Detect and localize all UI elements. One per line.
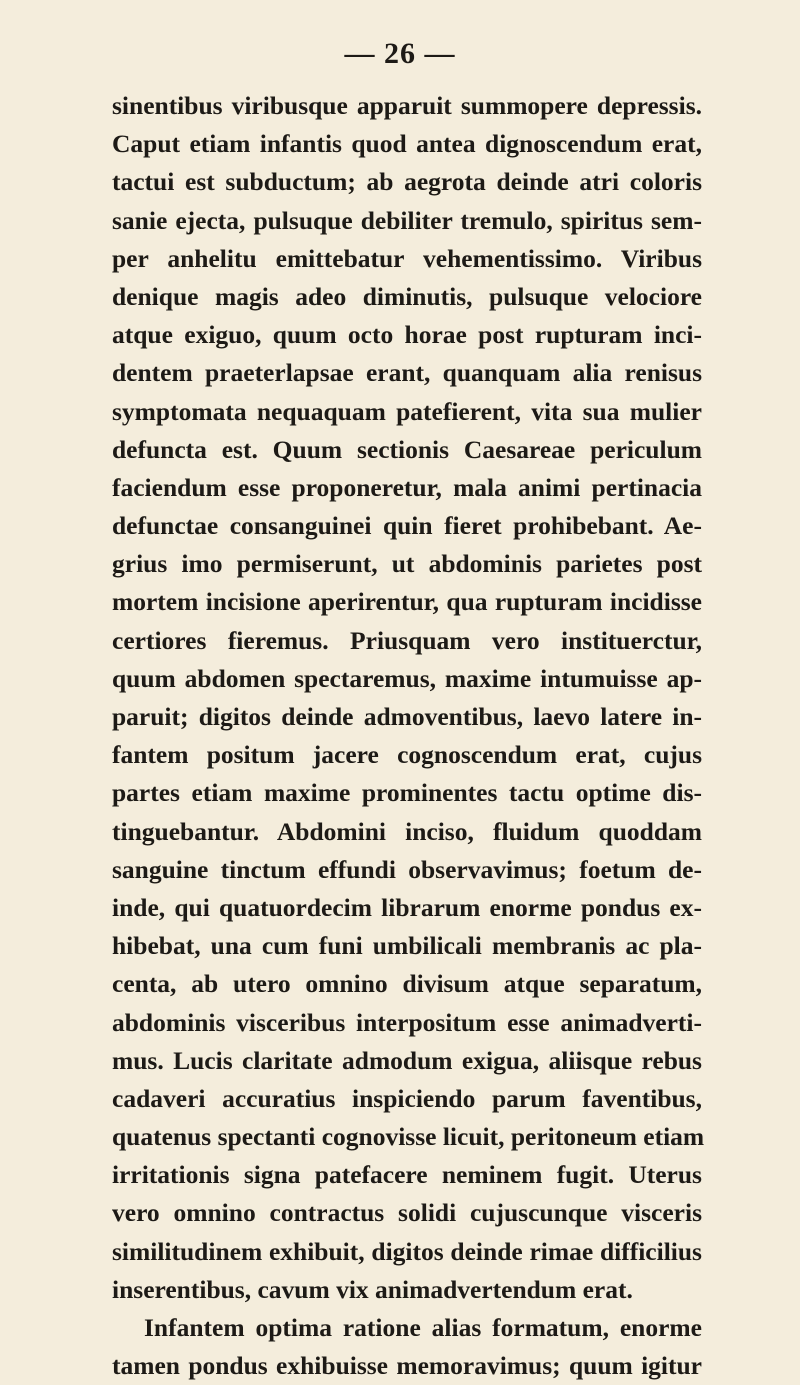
text-line: vero omnino contractus solidi cujuscunque visceris: [112, 1198, 702, 1228]
text-line: similitudinem exhibuit, digitos deinde rimae difficilius: [112, 1236, 702, 1266]
body-text: [112, 87, 705, 1385]
text-line: quum abdomen spectaremus, maxime intumuisse ap-: [112, 663, 702, 693]
text-line: cadaveri accuratius inspiciendo parum faventibus,: [112, 1083, 702, 1113]
text-line: atque exiguo, quum octo horae post rupturam inci-: [112, 320, 702, 350]
text-line: faciendum esse proponeretur, mala animi pertinacia: [112, 472, 702, 502]
text-line: mortem incisione aperirentur, qua rupturam incidisse: [112, 587, 702, 617]
text-line: paruit; digitos deinde admoventibus, laevo latere in-: [112, 702, 702, 731]
text-line: symptomata nequaquam patefierent, vita sua mulier: [112, 396, 702, 426]
text-line: Infantem optima ratione alias formatum, enorme: [144, 1313, 702, 1342]
text-line: inserentibus, cavum vix animadvertendum erat.: [112, 1274, 633, 1304]
text-line: sanie ejecta, pulsuque debiliter tremulo, spiritus sem-: [112, 205, 702, 235]
text-line: fantem positum jacere cognoscendum erat, cujus: [112, 740, 702, 770]
text-line: irritationis signa patefacere neminem fugit. Uterus: [112, 1160, 702, 1190]
text-line: sinentibus viribusque apparuit summopere depressis.: [112, 91, 702, 120]
text-line: mus. Lucis claritate admodum exigua, aliisque rebus: [112, 1045, 702, 1075]
text-line: abdominis visceribus interpositum esse animadverti-: [112, 1007, 702, 1037]
text-line: certiores fieremus. Priusquam vero instituerctur,: [112, 625, 702, 655]
text-line: defunctae consanguinei quin fieret prohibebant. Ae-: [112, 511, 702, 541]
text-line: quatenus spectanti cognovisse licuit, peritoneum etiam: [112, 1122, 705, 1152]
page-number: — 26 —: [344, 37, 456, 70]
text-line: Caput etiam infantis quod antea dignoscendum erat,: [112, 129, 702, 159]
text-line: per anhelitu emittebatur vehementissimo. Viribus: [112, 243, 702, 273]
text-line: partes etiam maxime prominentes tactu optime dis-: [112, 778, 702, 808]
text-line: inde, qui quatuordecim librarum enorme pondus ex-: [112, 892, 702, 922]
text-line: sanguine tinctum effundi observavimus; foetum de-: [112, 854, 702, 884]
text-line: grius imo permiserunt, ut abdominis parietes post: [112, 549, 702, 579]
text-line: defuncta est. Quum sectionis Caesareae periculum: [112, 434, 702, 464]
text-line: dentem praeterlapsae erant, quanquam alia renisus: [112, 358, 702, 388]
text-line: tinguebantur. Abdomini inciso, fluidum quoddam: [112, 816, 702, 846]
text-line: tamen pondus exhibuisse memoravimus; quum igitur: [112, 1351, 702, 1381]
text-line: denique magis adeo diminutis, pulsuque velociore: [112, 281, 702, 311]
text-line: centa, ab utero omnino divisum atque separatum,: [112, 969, 702, 999]
text-line: hibebat, una cum funi umbilicali membranis ac pla-: [112, 931, 702, 961]
text-line: tactui est subductum; ab aegrota deinde atri coloris: [112, 167, 702, 197]
